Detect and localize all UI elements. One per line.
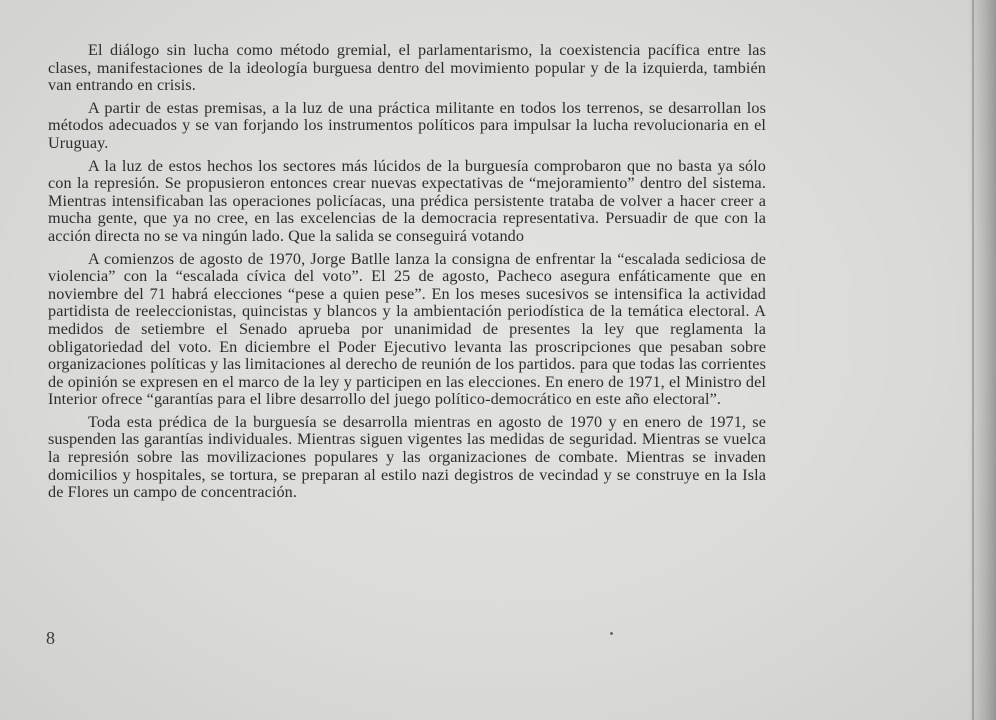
paragraph: A partir de estas premisas, a la luz de una práctica militante en todos los terrenos, se desarrollan los métodos adecuados y se van forjando los instrumentos políticos para impulsar la lucha revolucionaria en el Uruguay. (48, 98, 766, 152)
paragraph: A la luz de estos hechos los sectores más lúcidos de la burguesía comprobaron que no basta ya sólo con la represión. Se propusieron entonces crear nuevas expectativas de “mejoramiento” dentro del sistema. Mientras intensificaban las operaciones policíacas, una prédica persistente trataba de volver a hacer creer a mucha gente, que ya no cree, en las excelencias de la democracia representativa. Persuadir de que con la acción directa no se va ningún lado. Que la salida se conseguirá votando (48, 156, 766, 245)
body-text (48, 42, 766, 502)
paragraph: A comienzos de agosto de 1970, Jorge Batlle lanza la consigna de enfrentar la “escalada sediciosa de violencia” con la “escalada cívica del voto”. El 25 de agosto, Pacheco asegura enfáticamente que en noviembre del 71 habrá elecciones “pese a quien pese”. En los meses sucesivos se intensifica la actividad partidista de reeleccionistas, quincistas y blancos y la ambientación periodística de la temática electoral. A medidos de setiembre el Senado aprueba por unanimidad de presentes la ley que reglamenta la obligatoriedad del voto. En diciembre el Poder Ejecutivo levanta las proscripciones que pesaban sobre organizaciones políticas y las limitaciones al derecho de reunión de los partidos. para que todas las corrientes de opinión se expresen en el marco de la ley y participen en las elecciones. En enero de 1971, el Ministro del Interior ofrece “garantías para el libre desarrollo del juego político-democrático en este año electoral”. (48, 249, 766, 409)
paragraph: El diálogo sin lucha como método gremial, el parlamentarismo, la coexistencia pacífica entre las clases, manifestaciones de la ideología burguesa dentro del movimiento popular y de la izquierda, también van entrando en crisis. (48, 41, 766, 95)
page-number: 8 (46, 628, 55, 648)
page-gutter-edge (972, 0, 974, 720)
paragraph: Toda esta prédica de la burguesía se desarrolla mientras en agosto de 1970 y en enero de 1971, se suspenden las garantías individuales. Mientras siguen vigentes las medidas de seguridad. Mientras se vuelca la represión sobre las movilizaciones populares y las organizaciones de combate. Mientras se invaden domicilios y hospitales, se tortura, se preparan al estilo nazi degistros de vecindad y se construye en la Isla de Flores un campo de concentración. (48, 412, 766, 502)
print-speck (610, 632, 613, 635)
